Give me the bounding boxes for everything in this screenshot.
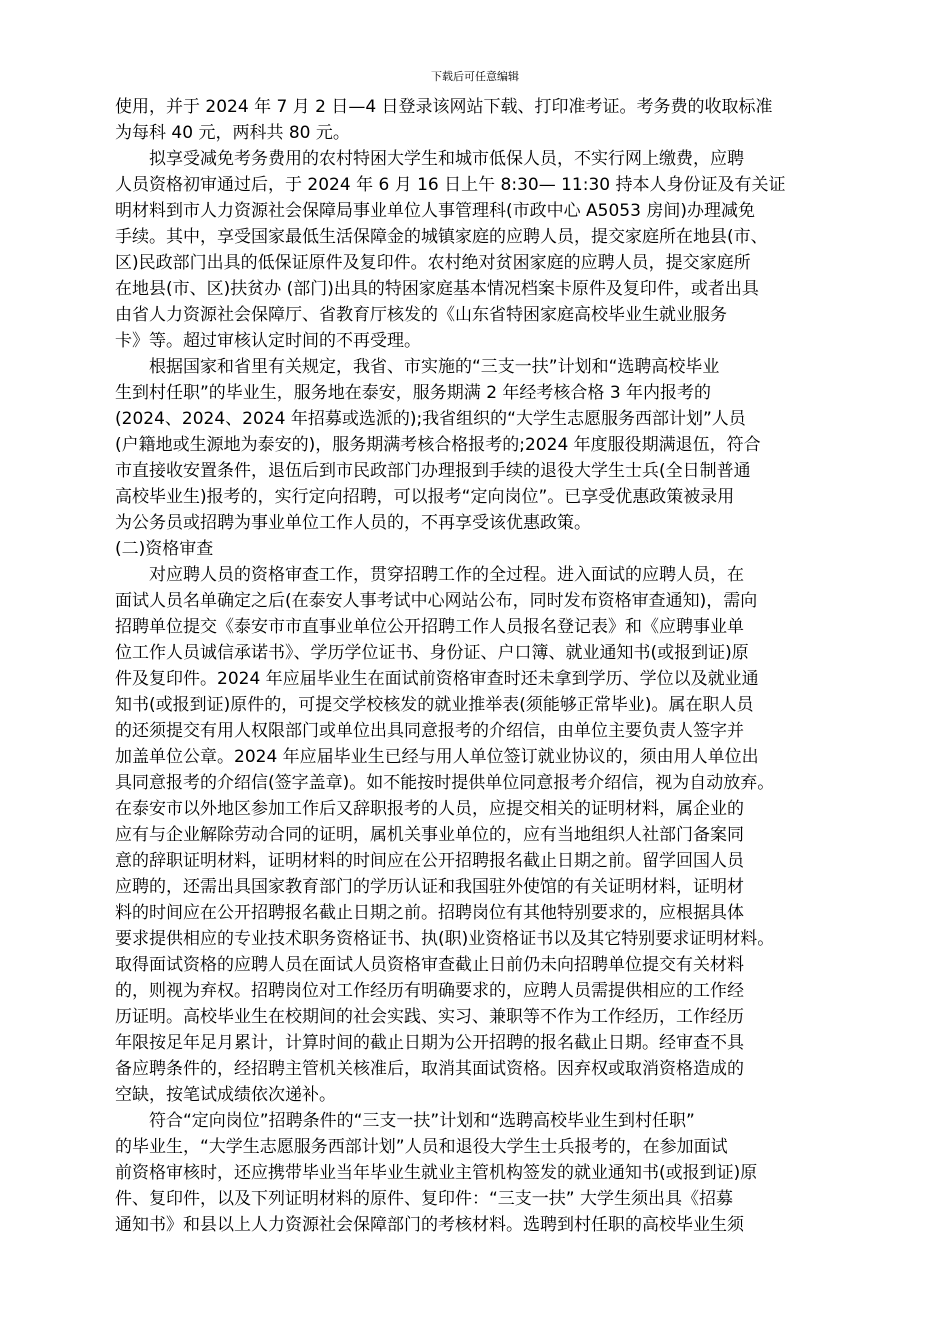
text-line: 要求提供相应的专业技术职务资格证书、执(职)业资格证书以及其它特别要求证明材料。 [115,929,775,949]
text-line: 区)民政部门出具的低保证原件及复印件。农村绝对贫困家庭的应聘人员，提交家庭所 [115,253,751,273]
text-line: 通知书》和县以上人力资源社会保障部门的考核材料。选聘到村任职的高校毕业生须 [115,1215,744,1235]
text-line: 面试人员名单确定之后(在泰安人事考试中心网站公布，同时发布资格审查通知)，需向 [115,591,758,611]
text-line: 市直接收安置条件，退伍后到市民政部门办理报到手续的退役大学生士兵(全日制普通 [115,461,751,481]
text-line: 备应聘条件的，经招聘主管机关核准后，取消其面试资格。因弃权或取消资格造成的 [115,1059,744,1079]
text-line: (2024、2024、2024 年招募或选派的);我省组织的“大学生志愿服务西部计划”人员 [115,409,746,429]
text-line: 高校毕业生)报考的，实行定向招聘，可以报考“定向岗位”。已享受优惠政策被录用 [115,487,735,507]
text-line: (二)资格审查 [115,539,214,559]
text-line: 应聘的，还需出具国家教育部门的学历认证和我国驻外使馆的有关证明材料，证明材 [115,877,744,897]
text-line: 在地县(市、区)扶贫办 (部门)出具的特困家庭基本情况档案卡原件及复印件，或者出具 [115,279,759,299]
text-line: 卡》等。超过审核认定时间的不再受理。 [115,331,421,351]
text-line: 件、复印件，以及下列证明材料的原件、复印件：“三支一扶” 大学生须出具《招募 [115,1189,734,1209]
document-body [115,94,841,1238]
text-line: 知书(或报到证)原件的，可提交学校核发的就业推举表(须能够正常毕业)。属在职人员 [115,695,754,715]
text-line: 加盖单位公章。2024 年应届毕业生已经与用人单位签订就业协议的，须由用人单位出 [115,747,759,767]
text-line: 的还须提交有用人权限部门或单位出具同意报考的介绍信，由单位主要负责人签字并 [115,721,744,741]
text-line: 人员资格初审通过后，于 2024 年 6 月 16 日上午 8:30— 11:30 持本人身份证及有关证 [115,175,786,195]
text-line: 拟享受减免考务费用的农村特困大学生和城市低保人员，不实行网上缴费，应聘 [149,149,744,169]
text-line: (户籍地或生源地为泰安的)，服务期满考核合格报考的;2024 年度服役期满退伍，符合 [115,435,761,455]
text-line: 应有与企业解除劳动合同的证明，属机关事业单位的，应有当地组织人社部门备案同 [115,825,744,845]
text-line: 前资格审核时，还应携带毕业当年毕业生就业主管机构签发的就业通知书(或报到证)原 [115,1163,758,1183]
text-line: 招聘单位提交《泰安市市直事业单位公开招聘工作人员报名登记表》和《应聘事业单 [115,617,744,637]
text-line: 符合“定向岗位”招聘条件的“三支一扶”计划和“选聘高校毕业生到村任职” [149,1111,695,1131]
text-line: 年限按足年足月累计，计算时间的截止日期为公开招聘的报名截止日期。经审查不具 [115,1033,744,1053]
text-line: 空缺，按笔试成绩依次递补。 [115,1085,336,1105]
text-line: 意的辞职证明材料，证明材料的时间应在公开招聘报名截止日期之前。留学回国人员 [115,851,744,871]
text-line: 料的时间应在公开招聘报名截止日期之前。招聘岗位有其他特别要求的，应根据具体 [115,903,744,923]
text-line: 为每科 40 元，两科共 80 元。 [115,123,350,143]
text-line: 对应聘人员的资格审查工作，贯穿招聘工作的全过程。进入面试的应聘人员，在 [149,565,744,585]
text-line: 明材料到市人力资源社会保障局事业单位人事管理科(市政中心 A5053 房间)办理减免 [115,201,755,221]
text-line: 由省人力资源社会保障厅、省教育厅核发的《山东省特困家庭高校毕业生就业服务 [115,305,727,325]
text-line: 件及复印件。2024 年应届毕业生在面试前资格审查时还未拿到学历、学位以及就业通 [115,669,759,689]
page-header-note: 下载后可任意编辑 [431,70,519,83]
text-line: 的毕业生，“大学生志愿服务西部计划”人员和退役大学生士兵报考的，在参加面试 [115,1137,728,1157]
text-line: 手续。其中，享受国家最低生活保障金的城镇家庭的应聘人员，提交家庭所在地县(市、 [115,227,768,247]
text-line: 位工作人员诚信承诺书》、学历学位证书、身份证、户口簿、就业通知书(或报到证)原 [115,643,749,663]
text-line: 取得面试资格的应聘人员在面试人员资格审查截止日前仍未向招聘单位提交有关材料 [115,955,744,975]
text-line: 具同意报考的介绍信(签字盖章)。如不能按时提供单位同意报考介绍信，视为自动放弃。 [115,773,775,793]
text-line: 使用，并于 2024 年 7 月 2 日—4 日登录该网站下载、打印准考证。考务费的收取标准 [115,97,773,117]
text-line: 为公务员或招聘为事业单位工作人员的，不再享受该优惠政策。 [115,513,591,533]
text-line: 历证明。高校毕业生在校期间的社会实践、实习、兼职等不作为工作经历，工作经历 [115,1007,744,1027]
text-line: 在泰安市以外地区参加工作后又辞职报考的人员，应提交相关的证明材料，属企业的 [115,799,744,819]
text-line: 的，则视为弃权。招聘岗位对工作经历有明确要求的，应聘人员需提供相应的工作经 [115,981,744,1001]
text-line: 生到村任职”的毕业生，服务地在泰安，服务期满 2 年经考核合格 3 年内报考的 [115,383,712,403]
text-line: 根据国家和省里有关规定，我省、市实施的“三支一扶”计划和“选聘高校毕业 [149,357,720,377]
